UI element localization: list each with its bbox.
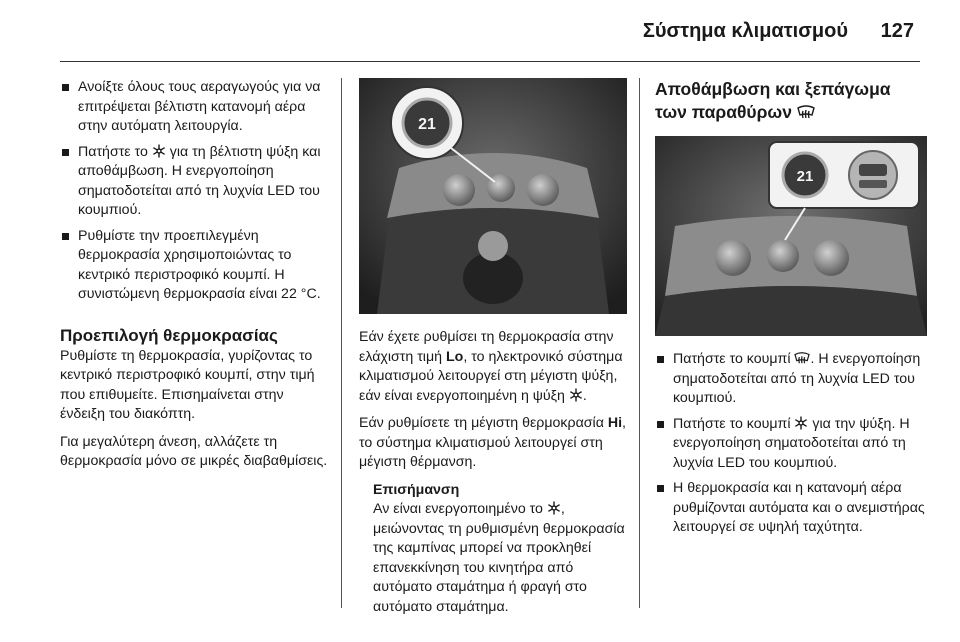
text-segment: για την ψύξη. Η ενεργοποίηση σηματοδοτείται από τη λυχνία LED του κουμπιού. [673, 415, 910, 471]
windshield-defrost-icon [797, 104, 815, 120]
windshield-defrost-icon [794, 351, 810, 365]
photo-climate-console [359, 78, 627, 314]
column-middle [359, 78, 627, 617]
column-divider [639, 78, 640, 608]
page-number: 127 [880, 20, 914, 42]
text-segment: , μειώνοντας τη ρυθμισμένη θερμοκρασία της καμπίνας μπορεί να προκληθεί επανεκκίνηση του κινητήρα από αυτόματο σταμάτημα ή φραγή στο αυτόματο σταμάτημα. [373, 501, 625, 615]
section-heading-defrost [655, 78, 927, 124]
bullet-auto-distribution: Η θερμοκρασία και η κατανομή αέρα ρυθμίζονται αυτόματα και ο ανεμιστήρας λειτουργεί σε υψηλή ταχύτητα. [655, 479, 927, 538]
text-segment: Αν είναι ενεργοποιημένο το [373, 501, 543, 517]
note-box [359, 481, 627, 618]
text-segment: Πατήστε το κουμπί [673, 351, 791, 367]
bullet-prefix: Πατήστε το [78, 143, 148, 160]
snowflake-icon [547, 501, 561, 515]
display-temperature: 21 [796, 168, 814, 185]
paragraph-hi-setting [359, 414, 627, 473]
text-segment: . Η ενεργοποίηση σηματοδοτείται από τη λυχνία LED του κουμπιού. [673, 351, 921, 406]
note-text [373, 500, 627, 617]
label-hi: Hi [607, 415, 623, 431]
paragraph-temperature: Ρυθμίστε τη θερμοκρασία, γυρίζοντας το κεντρικό περιστροφικό κουμπί, στην τιμή που επιθυμείτε. Επισημαίνεται στην ένδειξη του διακόπτη. [60, 347, 315, 422]
note-title: Επισήμανση [373, 481, 460, 498]
bullet-press-cooling [655, 415, 927, 474]
section-heading-temperature: Προεπιλογή θερμοκρασίας [60, 325, 278, 345]
text-segment: Πατήστε το κουμπί [673, 415, 791, 432]
bullet-press-cooling [60, 143, 332, 221]
text-segment: Εάν ρυθμίσετε τη μέγιστη θερμοκρασία [359, 415, 604, 431]
paragraph-lo-setting: Εάν έχετε ρυθμίσει τη θερμοκρασία στην ελάχιστη τιμή Lo, το ηλεκτρονικό σύστημα κλιματισμού λειτουργεί στη μέγιστη ψύξη, εάν είναι ενεργοποιημένη η ψύξη . [359, 329, 623, 404]
text-segment: Εάν έχετε ρυθμίσει τη θερμοκρασία στην ελάχιστη τιμή [359, 329, 614, 365]
paragraph-comfort: Για μεγαλύτερη άνεση, αλλάζετε τη θερμοκρασία μόνο σε μικρές διαβαθμίσεις. [60, 433, 328, 469]
bullet-open-vents: Ανοίξτε όλους τους αεραγωγούς για να επιτρέψεται βέλτιστη κατανομή αέρα στην αυτόματη λειτουργία. [60, 78, 332, 137]
column-right [655, 78, 927, 544]
bullet-press-defrost [655, 350, 927, 409]
heading-text: Αποθάμβωση και ξεπάγωμα των παραθύρων [655, 79, 891, 122]
snowflake-icon [569, 388, 583, 402]
photo-defrost-button [655, 136, 927, 336]
snowflake-icon [152, 144, 166, 158]
label-lo: Lo [445, 348, 464, 365]
bullet-text: για τη βέλτιστη ψύξη και αποθάμβωση. Η ενεργοποίηση σηματοδοτείται από τη λυχνία LED του κουμπιού. [78, 143, 321, 218]
text-segment: , το ηλεκτρονικό σύστημα κλιματισμού λειτουργεί στη μέγιστη ψύξη, εάν είναι ενεργοποιημένη η ψύξη [359, 348, 623, 404]
page-header [60, 0, 920, 62]
snowflake-icon [794, 416, 808, 430]
display-temperature: 21 [418, 116, 436, 133]
text-segment: , το σύστημα κλιματισμού λειτουργεί στη μέγιστη θέρμανση. [359, 415, 626, 470]
column-divider [341, 78, 342, 608]
page-title: Σύστημα κλιματισμού [642, 20, 848, 42]
column-left [60, 78, 332, 472]
bullet-set-temperature: Ρυθμίστε την προεπιλεγμένη θερμοκρασία χρησιμοποιώντας το κεντρικό περιστροφικό κουμπί. Η συνιστώμενη θερμοκρασία είναι 22 °C. [60, 227, 332, 305]
